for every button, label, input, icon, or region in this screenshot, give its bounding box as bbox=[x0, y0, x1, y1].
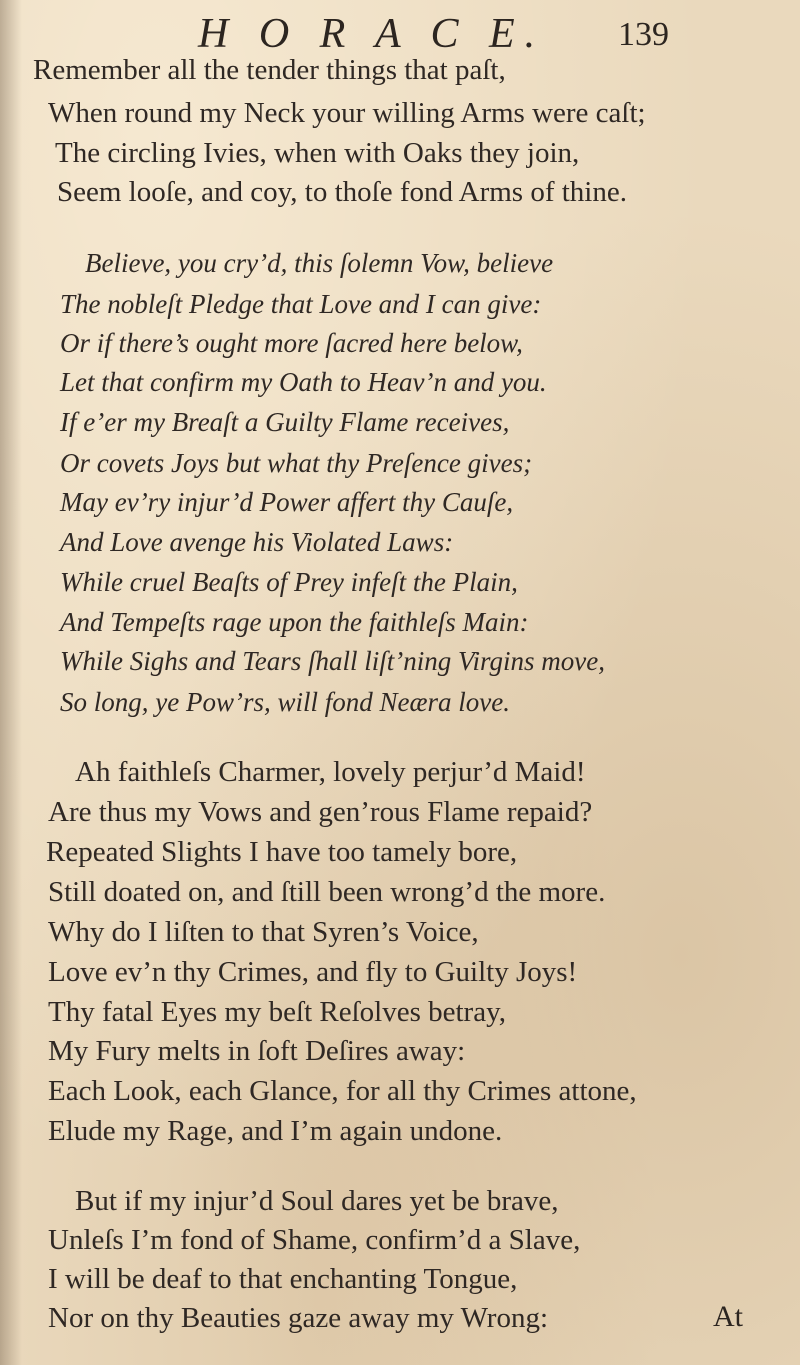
running-head bbox=[0, 4, 800, 60]
poem-line: Why do I liſten to that Syren’s Voice, bbox=[48, 916, 479, 948]
poem-line: I will be deaf to that enchanting Tongue, bbox=[48, 1263, 518, 1295]
poem-line: Elude my Rage, and I’m again undone. bbox=[48, 1115, 503, 1147]
page-number: 139 bbox=[618, 16, 669, 53]
poem-line: Nor on thy Beauties gaze away my Wrong: bbox=[48, 1302, 549, 1334]
poem-line: Ah faithleſs Charmer, lovely perjur’d Maid! bbox=[75, 756, 586, 788]
poem-line: Each Look, each Glance, for all thy Crimes attone, bbox=[48, 1075, 637, 1107]
poem-line: Are thus my Vows and gen’rous Flame repaid? bbox=[48, 796, 593, 828]
poem-line: Unleſs I’m fond of Shame, confirm’d a Slave, bbox=[48, 1224, 581, 1256]
poem-line: While cruel Beaſts of Prey infeſt the Plain, bbox=[60, 567, 518, 597]
poem-line: When round my Neck your willing Arms were caſt; bbox=[48, 97, 646, 129]
poem-line: Thy fatal Eyes my beſt Reſolves betray, bbox=[48, 996, 506, 1028]
poem-line: Still doated on, and ſtill been wrong’d the more. bbox=[48, 876, 606, 908]
page-gutter-shadow bbox=[0, 0, 22, 1365]
catchword: At bbox=[713, 1300, 743, 1333]
poem-line: The nobleſt Pledge that Love and I can give: bbox=[60, 289, 542, 319]
poem-line: Seem looſe, and coy, to thoſe fond Arms of thine. bbox=[57, 176, 627, 208]
poem-line: May ev’ry injur’d Power affert thy Cauſe, bbox=[60, 487, 514, 517]
poem-line: My Fury melts in ſoft Deſires away: bbox=[48, 1035, 466, 1067]
poem-line: Or covets Joys but what thy Preſence gives; bbox=[60, 448, 533, 478]
poem-line: Repeated Slights I have too tamely bore, bbox=[46, 836, 518, 868]
poem-line: Love ev’n thy Crimes, and fly to Guilty Joys! bbox=[48, 956, 578, 988]
poem-line: If e’er my Breaſt a Guilty Flame receives, bbox=[60, 407, 510, 437]
poem-line: So long, ye Pow’rs, will fond Neæra love. bbox=[60, 687, 510, 717]
poem-line: Or if there’s ought more ſacred here below, bbox=[60, 328, 523, 358]
poem-line: Let that confirm my Oath to Heav’n and you. bbox=[60, 367, 547, 397]
poem-line: The circling Ivies, when with Oaks they join, bbox=[55, 137, 580, 169]
poem-line: But if my injur’d Soul dares yet be brave, bbox=[75, 1185, 559, 1217]
poem-line: Remember all the tender things that paſt, bbox=[33, 54, 506, 86]
poem-line: And Love avenge his Violated Laws: bbox=[60, 527, 454, 557]
poem-line: Believe, you cry’d, this ſolemn Vow, believe bbox=[85, 248, 554, 278]
poem-line: And Tempeſts rage upon the faithleſs Main: bbox=[60, 607, 529, 637]
running-head-title: H O R A C E. bbox=[198, 11, 546, 57]
poem-line: While Sighs and Tears ſhall liſt’ning Virgins move, bbox=[60, 646, 605, 676]
